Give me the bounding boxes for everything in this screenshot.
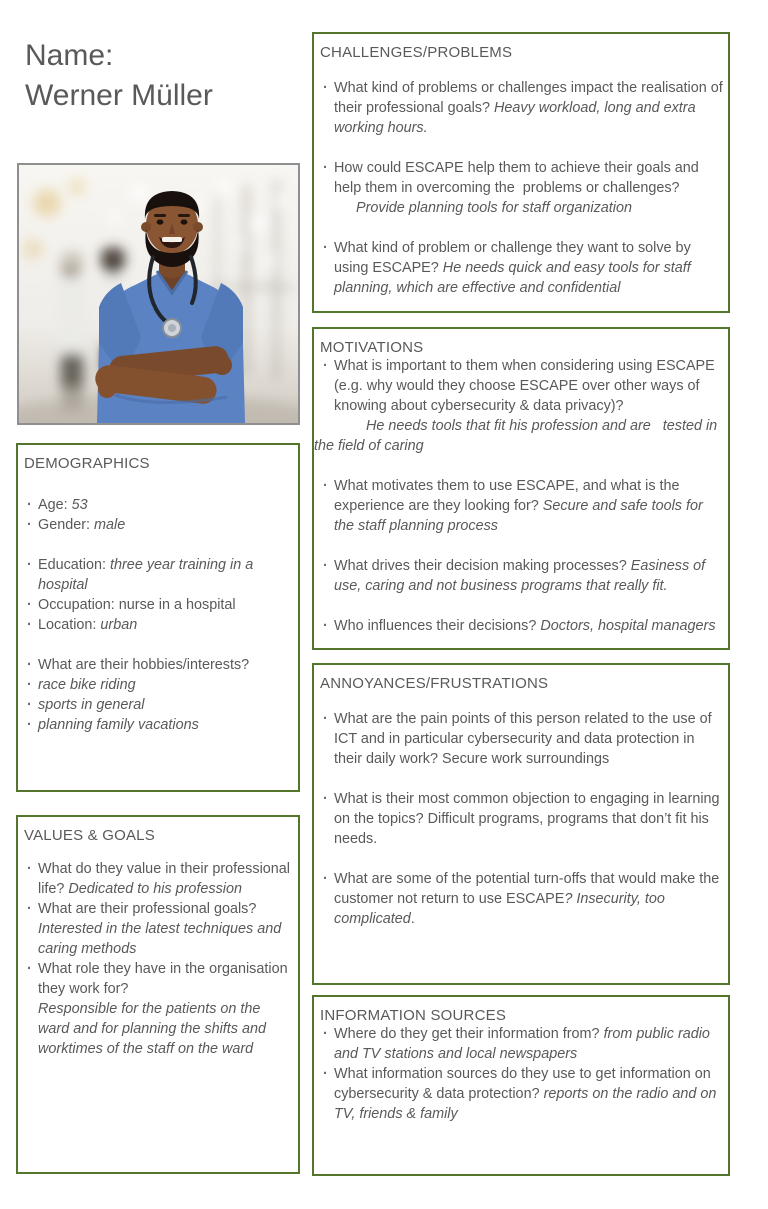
section-demographics — [16, 443, 300, 792]
text-run: reports on the radio and on TV, friends & family — [334, 1086, 721, 1122]
bullet-item — [334, 709, 724, 769]
text-run: Secure and safe tools for the staff planning process — [334, 498, 707, 534]
bullet-item — [334, 78, 727, 138]
section-title: CHALLENGES/PROBLEMS — [320, 44, 513, 61]
text-run: He needs tools that fit his profession and are tested in the field of caring — [314, 418, 722, 454]
name-value: Werner Müller — [25, 79, 213, 112]
text-run: urban — [100, 617, 138, 633]
text-run: Location: — [38, 617, 101, 633]
bullet-item — [38, 655, 294, 675]
nurse-portrait-illustration — [19, 165, 298, 423]
text-run: How could ESCAPE help them to achieve their goals and help them in overcoming the problems or challenges? — [334, 160, 703, 196]
bullet-item — [38, 615, 294, 635]
text-run: Gender: — [38, 517, 94, 533]
bullet-list — [320, 709, 724, 929]
text-run: sports in general — [38, 697, 145, 713]
text-run: Dedicated to his profession — [68, 881, 242, 897]
bullet-item — [334, 1064, 724, 1124]
section-challenges-problems — [312, 32, 730, 313]
bullet-list — [24, 859, 294, 1059]
text-run: What are their professional goals? — [38, 901, 261, 917]
name-title — [25, 36, 213, 116]
text-run: 53 — [71, 497, 88, 513]
bullet-item — [38, 859, 294, 899]
text-run: What are some of the potential turn-offs that would make the customer not return to use ESCAPE — [334, 871, 724, 907]
text-run: Provide planning tools for staff organization — [356, 200, 632, 216]
text-run: Responsible for the patients on the ward and for planning the shifts and worktimes of the staff on the ward — [38, 1001, 271, 1057]
section-title: VALUES & GOALS — [24, 827, 155, 844]
text-run: What do they value in their professional life? — [38, 861, 294, 897]
bullet-list — [314, 356, 724, 636]
bullet-item — [334, 869, 724, 929]
bullet-list — [24, 495, 294, 735]
nurse-portrait-photo — [17, 163, 300, 425]
text-run: male — [94, 517, 126, 533]
text-run: Easiness of use, caring and not business programs that really fit. — [334, 558, 710, 594]
text-run: What information sources do they use to get information on cybersecurity & data protection? — [334, 1066, 715, 1102]
text-run: . — [410, 911, 415, 927]
text-run: What are the pain points of this person related to the use of ICT and in particular cybersecurity and data protection in their daily work? Secure work surroundings — [334, 711, 716, 767]
text-run: What drives their decision making processes? — [334, 558, 631, 574]
text-run: Doctors, hospital managers — [540, 618, 716, 634]
section-title: MOTIVATIONS — [320, 339, 424, 356]
bullet-list — [320, 1024, 724, 1124]
bullet-item — [334, 789, 724, 849]
bullet-item — [38, 695, 294, 715]
bullet-item — [38, 495, 294, 515]
text-run: Who influences their decisions? — [334, 618, 541, 634]
section-annoyances-frustrations — [312, 663, 730, 985]
text-run: Heavy workload, long and extra working hours. — [334, 100, 700, 136]
bullet-item — [334, 238, 724, 298]
bullet-item — [38, 675, 294, 695]
bullet-item — [38, 959, 294, 1059]
text-run: What kind of problem or challenge they want to solve by using ESCAPE? — [334, 240, 695, 276]
text-run: What is their most common objection to engaging in learning on the topics? Difficult programs, programs that don’t fit his needs. — [334, 791, 724, 847]
section-information-sources — [312, 995, 730, 1176]
bullet-item — [38, 515, 294, 535]
text-run: Where do they get their information from? — [334, 1026, 604, 1042]
text-run: ? Insecurity, too complicated — [334, 891, 669, 927]
text-run: Age: — [38, 497, 72, 513]
bullet-list — [320, 78, 727, 298]
bullet-item — [334, 476, 724, 536]
bullet-item — [38, 715, 294, 735]
section-title: DEMOGRAPHICS — [24, 455, 150, 472]
text-run: He needs quick and easy tools for staff planning, which are effective and confidential — [334, 260, 695, 296]
text-run: Interested in the latest techniques and caring methods — [38, 921, 286, 957]
text-run: from public radio and TV stations and local newspapers — [334, 1026, 714, 1062]
bullet-item — [38, 899, 294, 959]
bullet-item — [38, 555, 294, 595]
bullet-item — [334, 616, 724, 636]
bullet-item — [314, 356, 724, 456]
section-title: INFORMATION SOURCES — [320, 1007, 507, 1024]
text-run: What motivates them to use ESCAPE, and what is the experience are they looking for? — [334, 478, 684, 514]
section-title: ANNOYANCES/FRUSTRATIONS — [320, 675, 549, 692]
bullet-item — [334, 158, 724, 218]
section-motivations — [312, 327, 730, 650]
text-run: What role they have in the organisation they work for? — [38, 961, 292, 997]
text-run: What kind of problems or challenges impact the realisation of their professional goals? — [334, 80, 727, 116]
text-run: What are their hobbies/interests? — [38, 657, 250, 673]
bullet-item — [334, 556, 724, 596]
section-values-goals — [16, 815, 300, 1174]
text-run: three year training in a hospital — [38, 557, 258, 593]
text-run: Occupation: nurse in a hospital — [38, 597, 236, 613]
name-label: Name: — [25, 39, 114, 72]
bullet-item — [38, 595, 294, 615]
bullet-item — [334, 1024, 724, 1064]
text-run: Education: — [38, 557, 111, 573]
text-run: race bike riding — [38, 677, 136, 693]
text-run: planning family vacations — [38, 717, 199, 733]
text-run: What is important to them when considering using ESCAPE (e.g. why would they choose ESCAPE over other ways of knowing about cybersecurity & data privacy)? — [334, 358, 719, 414]
